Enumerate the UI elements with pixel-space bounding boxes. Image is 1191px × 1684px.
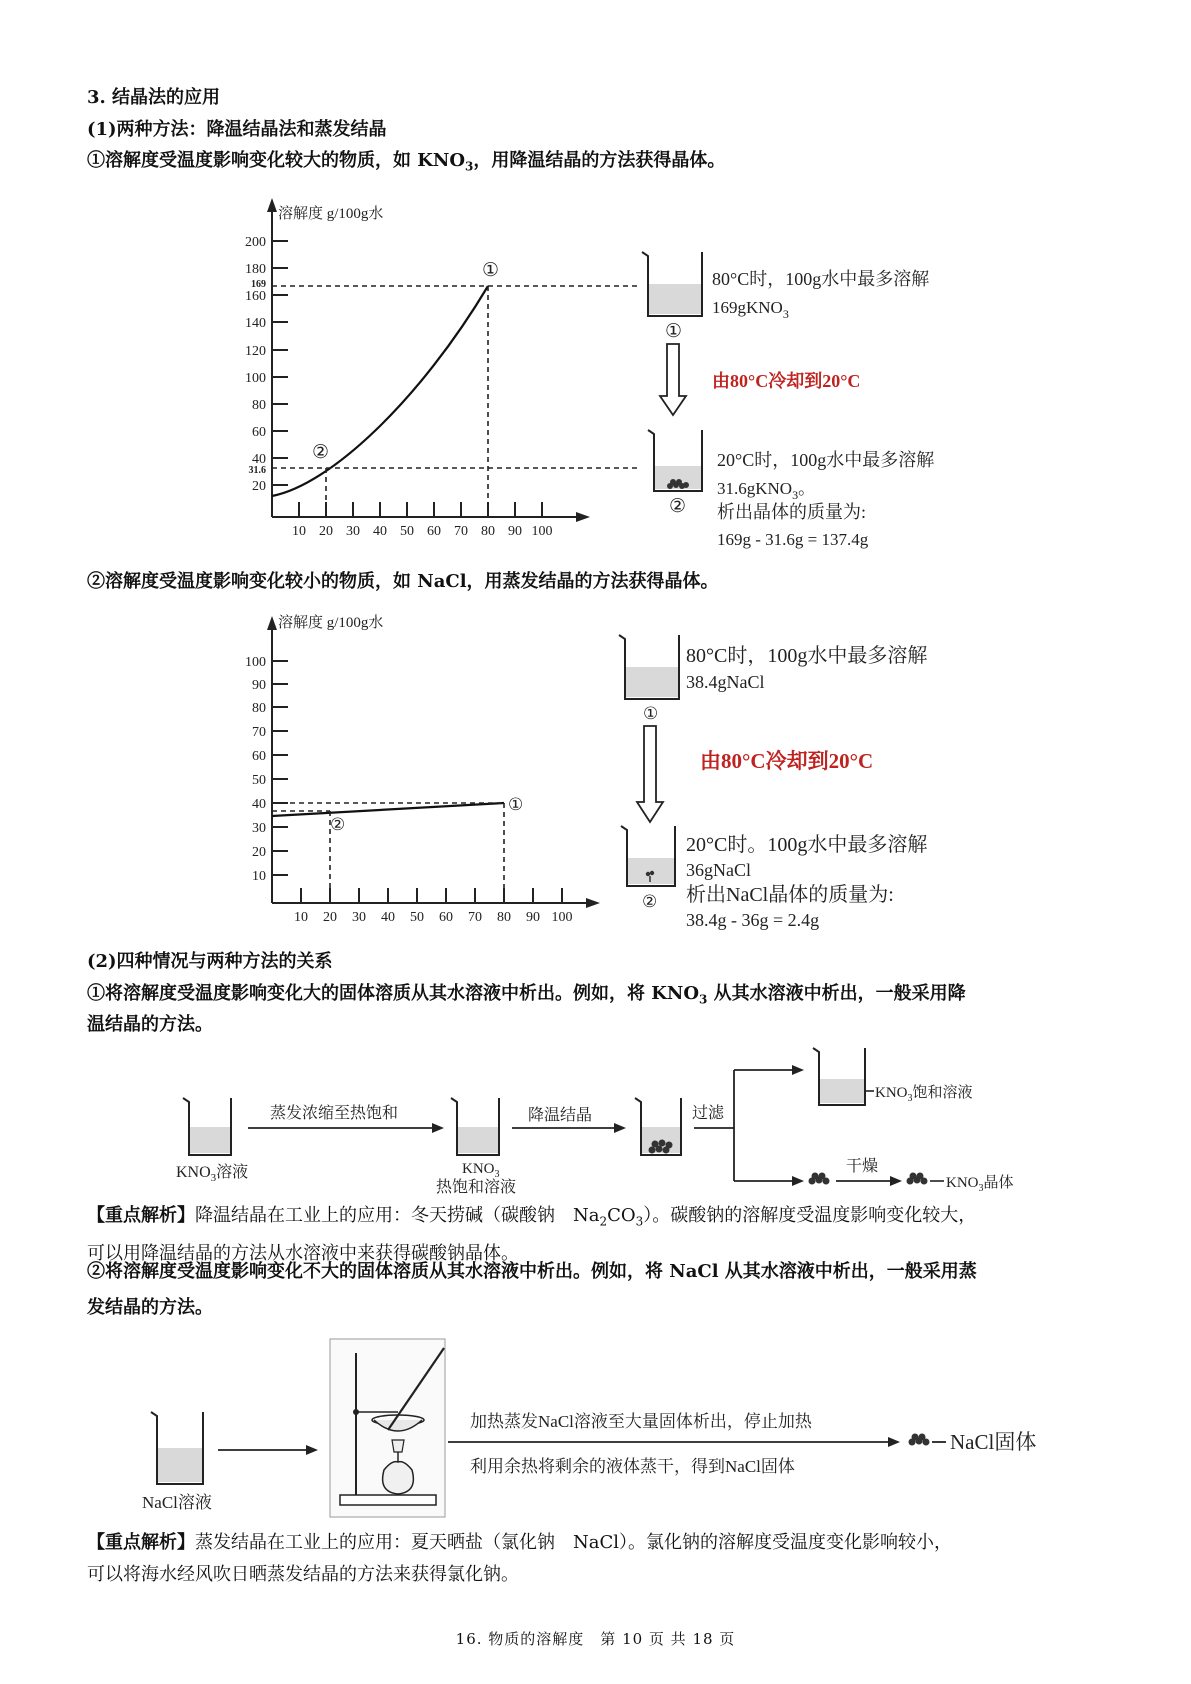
svg-text:120: 120 <box>245 344 266 359</box>
svg-text:20: 20 <box>319 524 333 539</box>
svg-text:90: 90 <box>526 910 540 925</box>
svg-text:80: 80 <box>252 701 266 716</box>
svg-text:100: 100 <box>531 524 553 539</box>
svg-text:70: 70 <box>468 910 482 925</box>
svg-text:100: 100 <box>245 655 266 670</box>
svg-text:70: 70 <box>454 524 468 539</box>
chart2-result-equation: 38.4g - 36g = 2.4g <box>686 910 820 930</box>
chart1-beaker2-label: ② <box>669 496 687 517</box>
subsection-four-cases: (2)四种情况与两种方法的关系 <box>87 951 333 972</box>
note1-tag: 【重点解析】 <box>87 1205 195 1226</box>
chart2-beaker2-label: ② <box>642 892 658 911</box>
flow2-step-top: 加热蒸发NaCl溶液至大量固体析出，停止加热 <box>470 1412 812 1431</box>
svg-text:60: 60 <box>427 524 441 539</box>
svg-text:10: 10 <box>294 910 308 925</box>
flow1-step-filter: 过滤 <box>692 1105 725 1122</box>
flow1-beaker-b-label2: 热饱和溶液 <box>436 1179 517 1196</box>
subsection-two-methods: (1)两种方法：降温结晶法和蒸发结晶 <box>87 119 387 140</box>
chart2-point-2: ② <box>330 815 346 834</box>
case1-line2: 温结晶的方法。 <box>87 1014 213 1035</box>
case1-line1: ①将溶解度受温度影响变化大的固体溶质从其水溶液中析出。例如，将 $KNO_3$ 从其水溶液中析出，一般采用降 <box>87 983 966 1007</box>
note2-tag: 【重点解析】 <box>87 1532 195 1553</box>
flow1-step-cool: 降温结晶 <box>528 1107 593 1124</box>
svg-text:90: 90 <box>252 678 266 693</box>
flow1-out-crystals: $KNO_3$晶体 <box>946 1175 1014 1194</box>
chart1-beaker1-label: ① <box>665 321 683 342</box>
flow1-step-evaporate: 蒸发浓缩至热饱和 <box>270 1105 399 1122</box>
svg-text:20: 20 <box>252 479 266 494</box>
flow1-beaker-a-label: $KNO_3$溶液 <box>176 1164 249 1184</box>
svg-text:169: 169 <box>251 279 266 290</box>
svg-text:60: 60 <box>252 749 266 764</box>
note2: 【重点解析】蒸发结晶在工业上的应用：夏天晒盐（氯化钠 NaCl）。氯化钠的溶解度受温度变化影响较小， 可以将海水经风吹日晒蒸发结晶的方法来获得氯化钠。 <box>87 1532 953 1585</box>
chart1-beaker1-text2: 169gKNO$_3$ <box>712 298 789 321</box>
flow1-out-saturated: $KNO_3$饱和溶液 <box>875 1085 973 1104</box>
chart1-result-label: 析出晶体的质量为: <box>717 502 867 522</box>
chart2-beaker1-text2: 38.4gNaCl <box>686 672 765 692</box>
evaporation-apparatus-illustration <box>330 1339 445 1517</box>
svg-text:80: 80 <box>252 398 266 413</box>
svg-text:30: 30 <box>352 910 366 925</box>
svg-text:160: 160 <box>245 289 266 304</box>
chart1-cooling-text: 由80°C冷却到20°C <box>712 371 861 391</box>
chart2-cooling-text: 由80°C冷却到20°C <box>700 749 874 773</box>
svg-text:100: 100 <box>551 910 573 925</box>
note1: 【重点解析】降温结晶在工业上的应用：冬天捞碱（碳酸钠 $Na_2CO_3$）。碳酸钠的溶解度受温度影响变化较大， 可以用降温结晶的方法从水溶液中来获得碳酸钠晶体。 <box>87 1205 977 1264</box>
svg-text:90: 90 <box>508 524 522 539</box>
svg-text:40: 40 <box>252 797 266 812</box>
flow2-product: NaCl固体 <box>950 1430 1037 1454</box>
svg-text:20: 20 <box>252 845 266 860</box>
chart1-beaker2-text2: 31.6gKNO$_3$。 <box>717 479 816 502</box>
chart1-result-equation: 169g - 31.6g = 137.4g <box>717 530 869 549</box>
svg-text:60: 60 <box>252 425 266 440</box>
chart1-point-1: ① <box>482 260 500 281</box>
svg-text:80: 80 <box>497 910 511 925</box>
flow2-beaker <box>151 1412 203 1484</box>
svg-text:50: 50 <box>252 773 266 788</box>
svg-text:30: 30 <box>346 524 360 539</box>
svg-text:140: 140 <box>245 316 266 331</box>
svg-text:31.6: 31.6 <box>248 465 266 476</box>
chart2-result-label: 析出NaCl晶体的质量为: <box>686 884 894 906</box>
page-footer: 16. 物质的溶解度 第 10 页 共 18 页 <box>455 1630 736 1648</box>
svg-text:50: 50 <box>400 524 414 539</box>
item-kno3: ①溶解度受温度影响变化较大的物质，如 $KNO_3$，用降温结晶的方法获得晶体。 <box>87 150 726 174</box>
svg-text:40: 40 <box>252 452 266 467</box>
flow1-beaker-b-label1: $KNO_3$ <box>462 1161 500 1180</box>
svg-text:100: 100 <box>245 371 266 386</box>
chart2-beaker1-label: ① <box>643 704 659 723</box>
svg-text:180: 180 <box>245 262 266 277</box>
flow2-beaker-label: NaCl溶液 <box>142 1493 212 1512</box>
svg-text:40: 40 <box>381 910 395 925</box>
svg-text:40: 40 <box>373 524 387 539</box>
flow1-step-dry: 干燥 <box>846 1158 879 1175</box>
svg-text:10: 10 <box>252 869 266 884</box>
svg-text:80: 80 <box>481 524 495 539</box>
case2-line2: 发结晶的方法。 <box>87 1297 213 1318</box>
svg-text:60: 60 <box>439 910 453 925</box>
chart1-beaker1-text1: 80°C时，100g水中最多溶解 <box>712 269 930 289</box>
svg-text:20: 20 <box>323 910 337 925</box>
svg-text:30: 30 <box>252 821 266 836</box>
flow2-solid-crystals <box>909 1434 930 1446</box>
section-heading: 3. 结晶法的应用 <box>87 87 221 108</box>
chart1-ylabel: 溶解度 g/100g水 <box>278 206 384 222</box>
chart2-ylabel: 溶解度 g/100g水 <box>278 615 384 631</box>
chart1-point-2: ② <box>312 442 330 463</box>
case2-line1: ②将溶解度受温度影响变化不大的固体溶质从其水溶液中析出。例如，将 NaCl 从其水溶液中析出，一般采用蒸 <box>87 1261 977 1282</box>
chart2-beaker1-text1: 80°C时，100g水中最多溶解 <box>686 645 928 667</box>
chart2-point-1: ① <box>508 795 524 814</box>
chart1-beaker2-text1: 20°C时，100g水中最多溶解 <box>717 450 935 470</box>
svg-text:50: 50 <box>410 910 424 925</box>
item-nacl: ②溶解度受温度影响变化较小的物质，如 NaCl，用蒸发结晶的方法获得晶体。 <box>87 571 719 592</box>
chart2-beaker2-text2: 36gNaCl <box>686 860 751 880</box>
svg-text:10: 10 <box>292 524 306 539</box>
flow2-step-bottom: 利用余热将剩余的液体蒸干，得到NaCl固体 <box>470 1457 795 1476</box>
chart2-beaker2-text1: 20°C时。100g水中最多溶解 <box>686 834 928 856</box>
svg-text:70: 70 <box>252 725 266 740</box>
svg-text:200: 200 <box>245 235 266 250</box>
